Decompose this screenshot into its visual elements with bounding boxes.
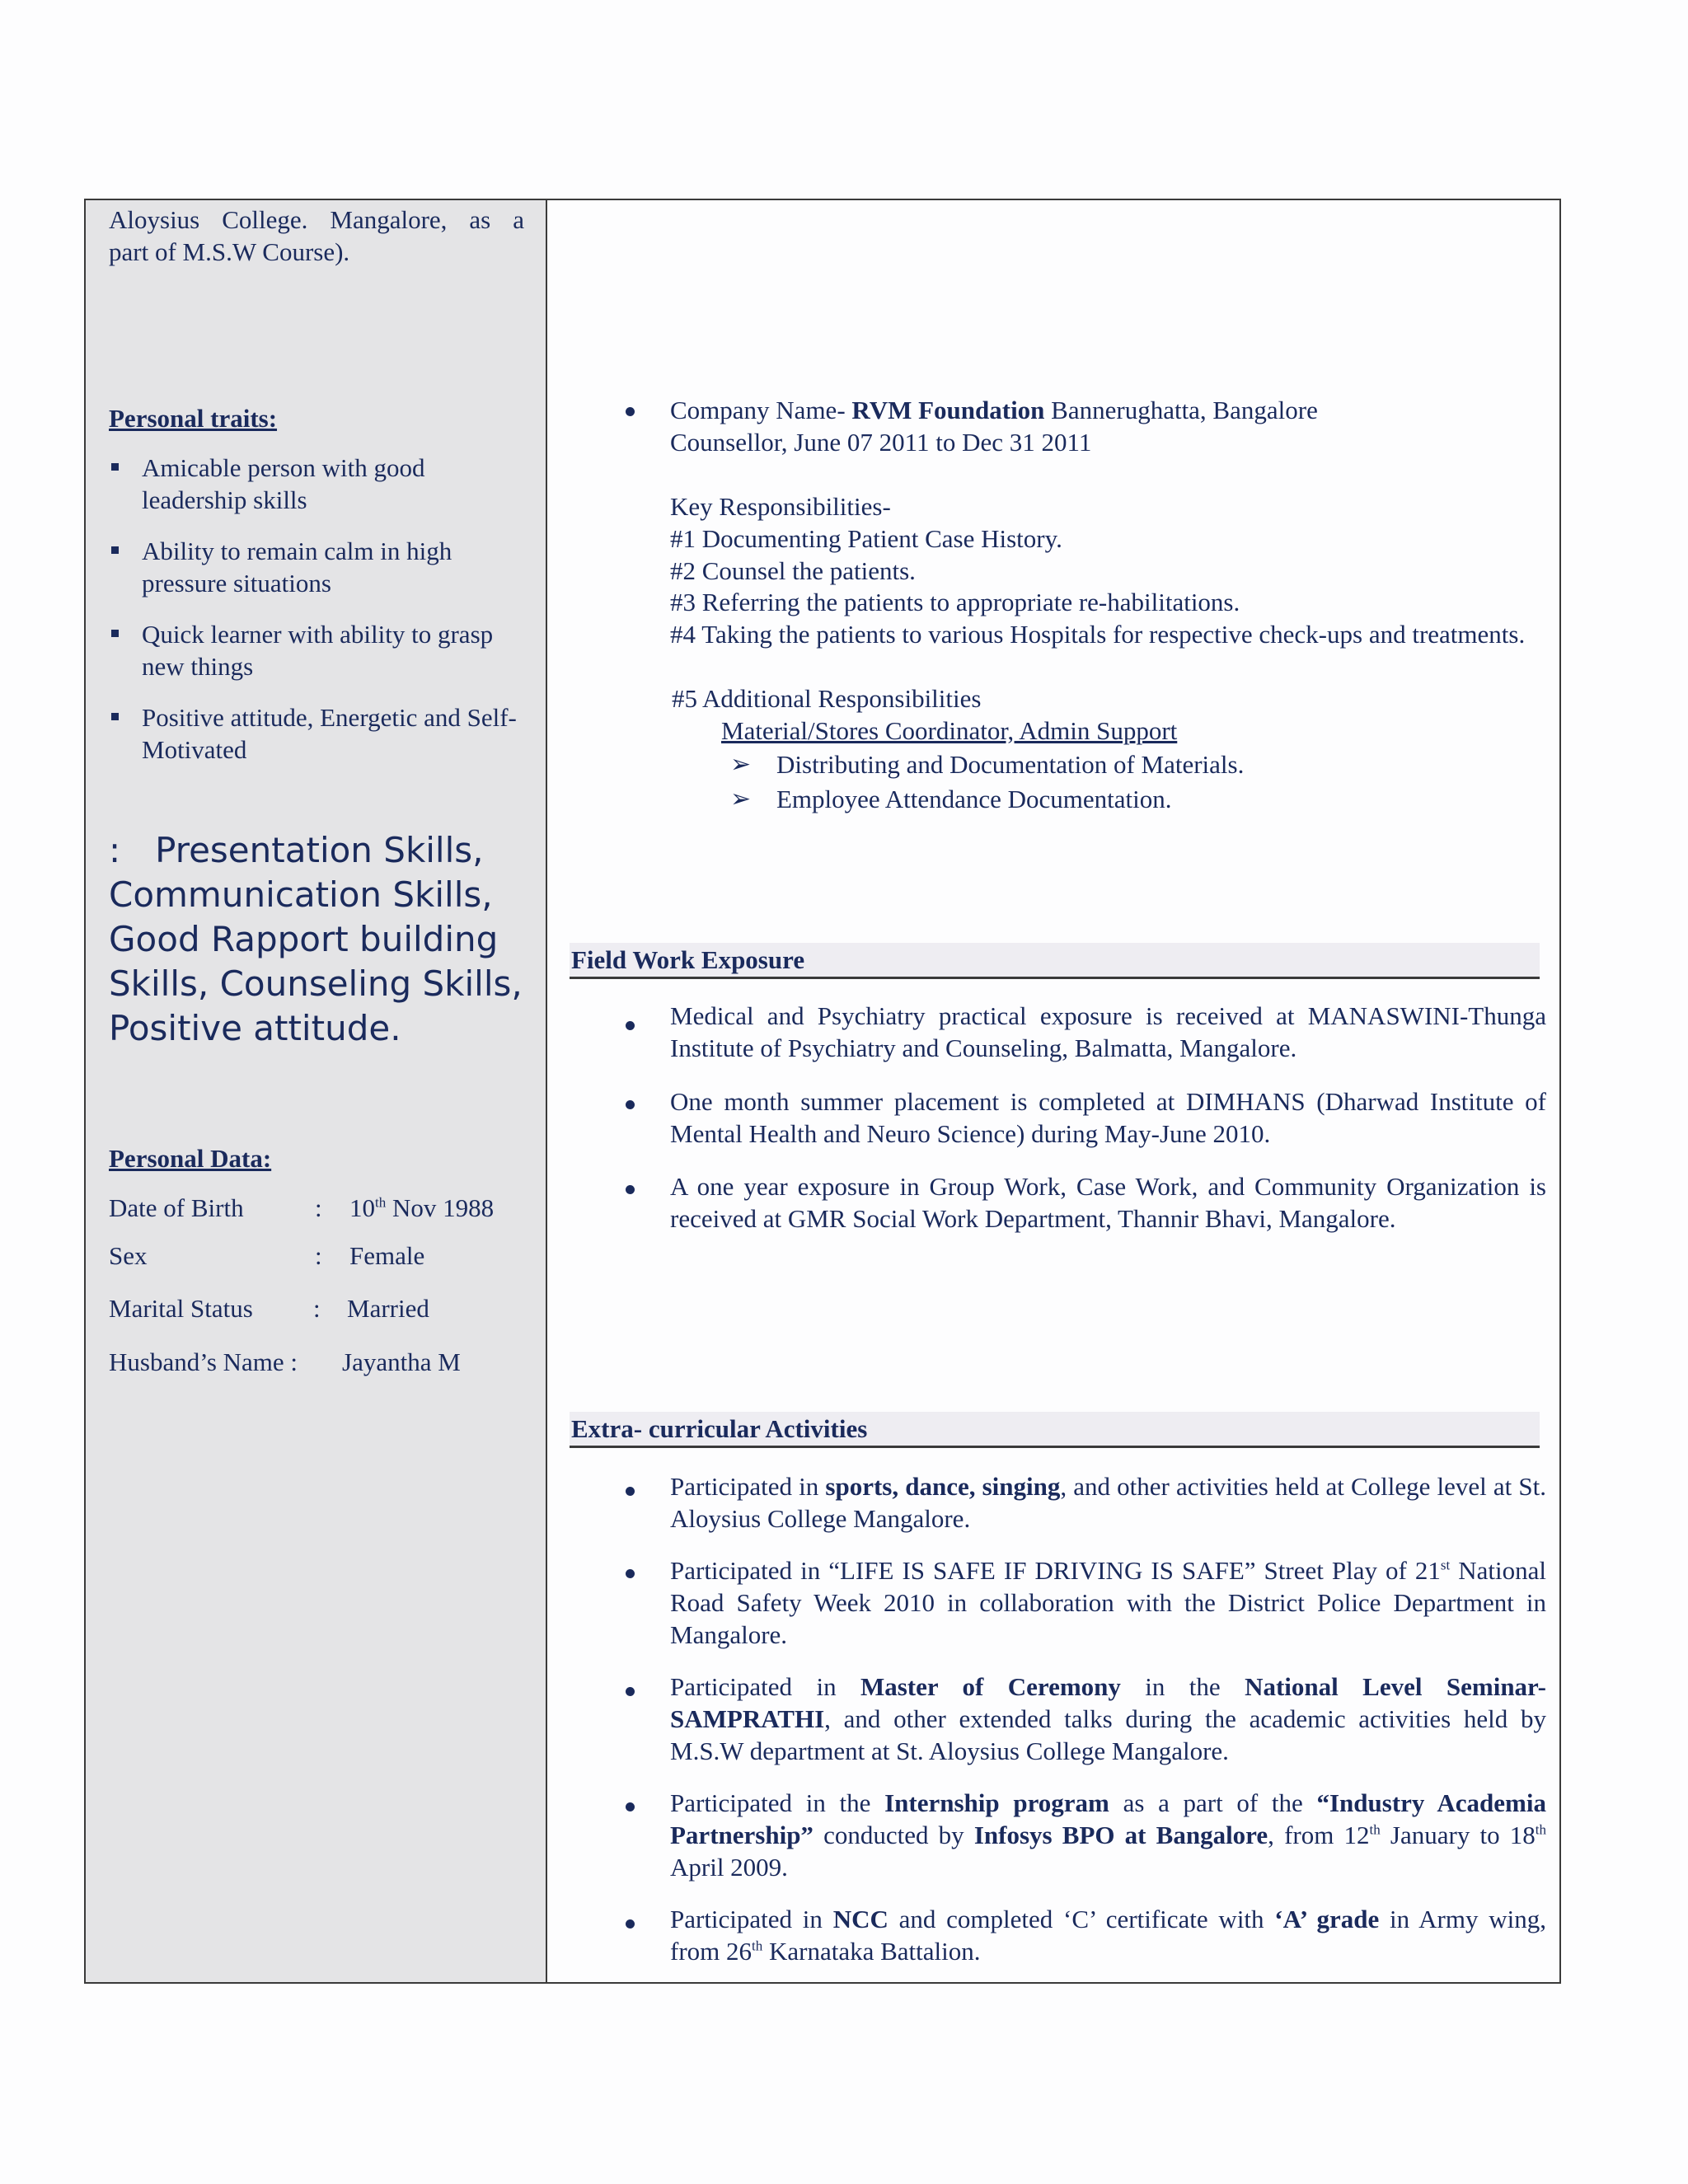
trait-item — [109, 701, 529, 766]
intro-line-1: Aloysius College. Mangalore, as a — [109, 205, 524, 234]
dob-rest: Nov 1988 — [386, 1193, 495, 1222]
responsibility-1: #1 Documenting Patient Case History. — [670, 524, 1062, 553]
company-name: RVM Foundation — [851, 396, 1045, 424]
activity-text: Participated in “LIFE IS SAFE IF DRIVING IS SAFE” Street Play of 21 — [670, 1556, 1441, 1585]
responsibility-3: #3 Referring the patients to appropriate re-habilitations. — [670, 588, 1240, 616]
dob-day: 10 — [349, 1193, 375, 1222]
company-prefix: Company Name- — [670, 396, 852, 424]
trait-item — [109, 618, 529, 682]
sex-label: Sex — [109, 1241, 148, 1270]
activity-item — [670, 1787, 1546, 1883]
activity-text: Karnataka Battalion. — [762, 1937, 981, 1966]
responsibility-2: #2 Counsel the patients. — [670, 556, 916, 585]
bullet-dot-icon — [626, 1487, 635, 1496]
square-bullet-icon — [111, 463, 119, 471]
responsibility-4: #4 Taking the patients to various Hospitals for respective check-ups and treatments. — [670, 620, 1526, 649]
activity-sup: th — [1369, 1821, 1381, 1838]
activity-bold: Infosys BPO at Bangalore — [973, 1821, 1268, 1849]
activity-bold: NCC — [832, 1905, 889, 1933]
activity-text: in Army wing, from 26 — [670, 1905, 1546, 1966]
trait-item — [109, 535, 529, 599]
sex-colon: : — [315, 1241, 322, 1270]
marital-colon: : — [313, 1294, 321, 1323]
husband-value: Jayantha M — [342, 1347, 461, 1376]
bullet-dot-icon — [626, 1021, 635, 1030]
personal-traits-heading: Personal traits: — [109, 404, 278, 433]
activity-bold: sports, dance, singing — [825, 1472, 1061, 1501]
company-location: Bannerughatta, Bangalore — [1044, 396, 1318, 424]
bullet-dot-icon — [626, 1185, 635, 1194]
husband-label: Husband’s Name : — [109, 1347, 298, 1376]
bullet-dot-icon — [626, 1802, 635, 1811]
activity-sup: th — [1535, 1821, 1547, 1838]
responsibility-5: #5 Additional Responsibilities — [672, 684, 982, 713]
activity-text: conducted by — [813, 1821, 974, 1849]
activity-text: National Road Safety Week 2010 in collaboration with the District Police Department in Mangalore. — [670, 1556, 1546, 1649]
activity-text: as a part of the — [1109, 1788, 1317, 1817]
activity-text: , and other extended talks during the academic activities held by M.S.W department at St. Aloysius College Mangalore. — [670, 1704, 1546, 1765]
bullet-dot-icon — [626, 1100, 635, 1109]
dob-label: Date of Birth — [109, 1193, 244, 1222]
marital-value: Married — [347, 1294, 429, 1323]
trait-text: Quick learner with ability to grasp new things — [142, 620, 494, 681]
left-column — [86, 200, 547, 1982]
skills-block — [109, 828, 537, 1051]
activity-bold: Internship program — [884, 1788, 1109, 1817]
section-header-bar — [570, 943, 1540, 979]
resume-page-table — [84, 199, 1561, 1984]
activity-text: in the — [1120, 1672, 1245, 1701]
fieldwork-item: A one year exposure in Group Work, Case Work, and Community Organization is received at GMR Social Work Department, Thannir Bhavi, Mangalore. — [670, 1172, 1546, 1233]
marital-row — [109, 1292, 429, 1324]
bullet-dot-icon — [626, 1919, 635, 1929]
activity-item — [670, 1554, 1546, 1651]
dob-suffix: th — [375, 1194, 387, 1211]
fieldwork-item: One month summer placement is completed at DIMHANS (Dharwad Institute of Mental Health and Neuro Science) during May-June 2010. — [670, 1087, 1546, 1148]
bullet-dot-icon — [626, 407, 635, 416]
responsibility-5-item: Employee Attendance Documentation. — [776, 785, 1172, 813]
field-work-heading: Field Work Exposure — [571, 945, 805, 974]
bullet-dot-icon — [626, 1569, 635, 1578]
responsibility-5-item: Distributing and Documentation of Materials. — [776, 750, 1245, 779]
activity-text: , from 12 — [1268, 1821, 1370, 1849]
square-bullet-icon — [111, 546, 119, 554]
square-bullet-icon — [111, 713, 119, 720]
activity-text: January to 18 — [1380, 1821, 1536, 1849]
husband-row — [109, 1346, 461, 1378]
skills-text: Presentation Skills, Communication Skills, Good Rapport building Skills, Counseling Skills, Positive attitude. — [109, 830, 523, 1048]
company-line — [670, 394, 1546, 426]
activity-text: Participated in — [670, 1472, 826, 1501]
fieldwork-item: Medical and Psychiatry practical exposure is received at MANASWINI-Thunga Institute of Psychiatry and Counseling, Balmatta, Mangalore. — [670, 1001, 1546, 1062]
bullet-dot-icon — [626, 1687, 635, 1696]
activity-bold: “Industry Academia Partnership” — [670, 1788, 1546, 1849]
sex-value: Female — [349, 1241, 425, 1270]
activity-bold: National Level Seminar-SAMPRATHI — [670, 1672, 1546, 1733]
activity-item — [670, 1470, 1546, 1535]
activity-text: Participated in the — [670, 1788, 885, 1817]
trait-item — [109, 452, 529, 516]
responsibility-5-subtitle: Material/Stores Coordinator, Admin Support — [721, 716, 1178, 745]
arrow-bullet-icon: ➢ — [730, 750, 752, 779]
trait-text: Amicable person with good leadership skills — [142, 453, 425, 514]
role-line: Counsellor, June 07 2011 to Dec 31 2011 — [670, 428, 1092, 457]
activity-text: and completed ‘C’ certificate with — [888, 1905, 1275, 1933]
square-bullet-icon — [111, 630, 119, 637]
personal-traits-list — [109, 452, 529, 785]
trait-text: Ability to remain calm in high pressure situations — [142, 537, 452, 598]
activity-sup: th — [752, 1938, 763, 1954]
section-header-bar — [570, 1412, 1540, 1448]
responsibilities-heading: Key Responsibilities- — [670, 492, 891, 521]
activity-text: Participated in — [670, 1905, 833, 1933]
arrow-bullet-icon: ➢ — [730, 785, 752, 813]
intro-line-2: part of M.S.W Course). — [109, 237, 350, 266]
personal-data-heading: Personal Data: — [109, 1144, 272, 1173]
extra-curricular-heading: Extra- curricular Activities — [571, 1414, 868, 1443]
right-column — [547, 200, 1559, 1982]
skills-colon: : — [109, 830, 121, 870]
activity-sup: st — [1440, 1557, 1451, 1573]
activity-item — [670, 1671, 1546, 1767]
dob-row — [109, 1192, 494, 1224]
activity-text: , and other activities held at College level at St. Aloysius College Mangalore. — [670, 1472, 1546, 1533]
activity-bold: ‘A’ grade — [1274, 1905, 1380, 1933]
marital-label: Marital Status — [109, 1294, 253, 1323]
activity-item — [670, 1903, 1546, 1967]
sex-row — [109, 1240, 424, 1272]
education-continuation — [109, 204, 524, 268]
trait-text: Positive attitude, Energetic and Self-Motivated — [142, 703, 517, 764]
dob-colon: : — [315, 1193, 322, 1222]
activity-text: April 2009. — [670, 1853, 788, 1882]
activity-text: Participated in — [670, 1672, 860, 1701]
activity-bold: Master of Ceremony — [860, 1672, 1121, 1701]
